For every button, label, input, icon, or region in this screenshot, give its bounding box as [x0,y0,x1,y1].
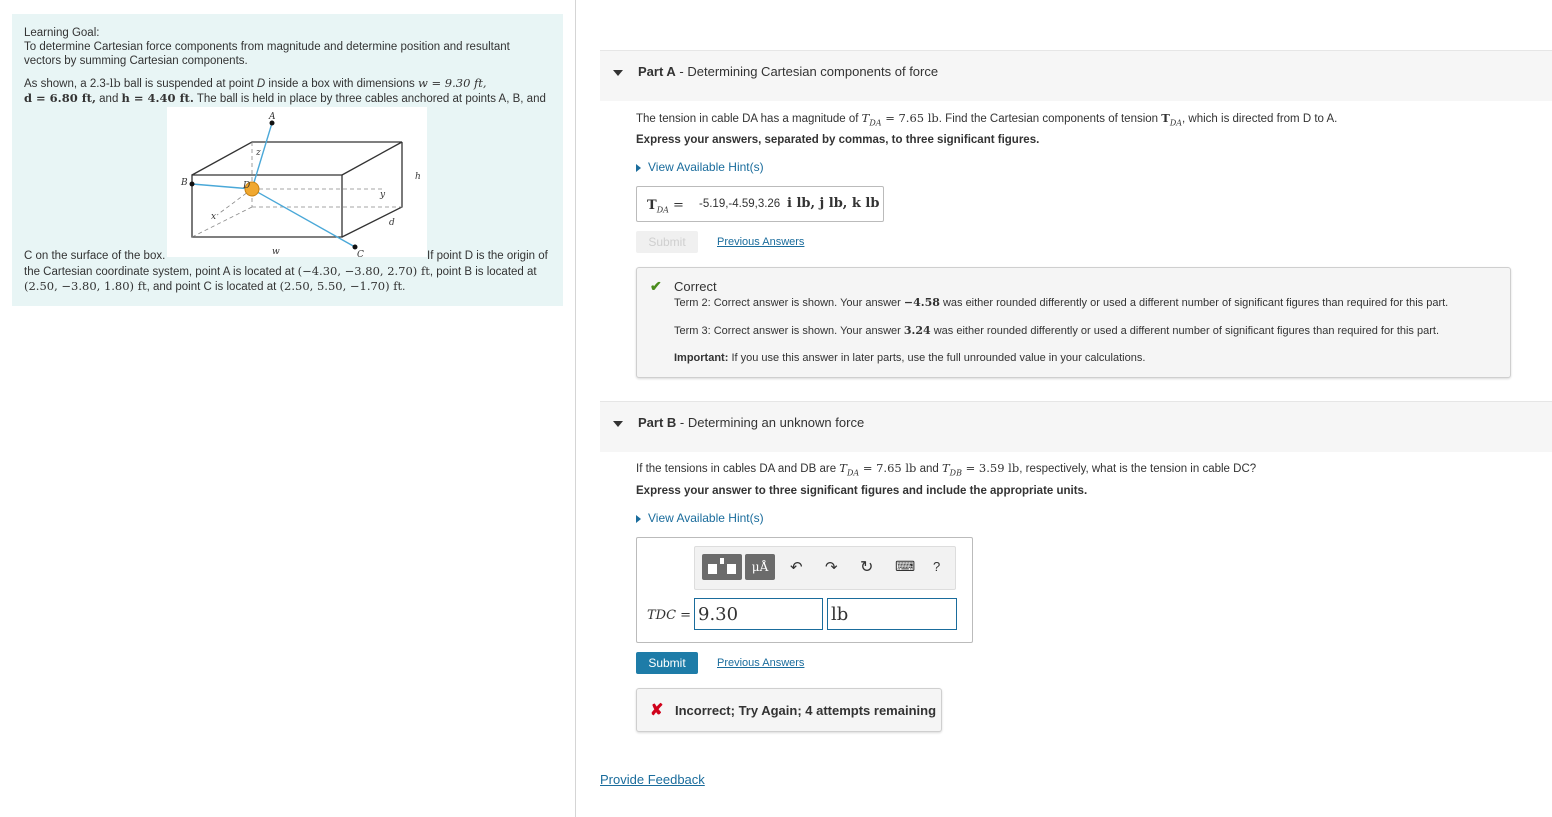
cable-DA [252,123,272,189]
label-C: C [357,250,364,257]
collapse-caret-icon[interactable] [613,70,623,76]
part-a-question: The tension in cable DA has a magnitude of $T_{DA} = 7.65$ lb. Find the Cartesian components of tension $T_{DA}$, which is directed from D to A. [636,111,1338,128]
answer-label: $T_{DA}$ = [647,198,684,215]
part-a-instructions: Express your answers, separated by commas, to three significant figures. [636,134,1040,146]
label-A: A [269,112,276,122]
panel-divider [575,0,576,817]
collapse-caret-icon[interactable] [613,421,623,427]
help-icon[interactable]: ? [933,559,941,574]
part-b-title: Part B - Determining an unknown force [638,415,865,430]
undo-icon[interactable]: ↶ [790,559,803,576]
expand-triangle-icon [636,515,641,523]
expand-triangle-icon [636,164,641,172]
problem-paragraph-2b: If point D is the origin of [427,250,548,262]
templates-icon [702,554,742,580]
part-b-hint-link[interactable]: View Available Hint(s) [636,511,764,525]
part-b-feedback [636,688,942,732]
problem-paragraph-2a: C on the surface of the box. [24,250,166,262]
learning-goal-panel [12,14,563,306]
feedback-title: Correct [674,279,717,294]
templates-button[interactable] [702,554,742,580]
feedback-line-2: Term 3: Correct answer is shown. Your answer 3.24 was either rounded differently or used a different number of significant figures than required for this part. [674,324,1439,337]
part-b-previous-answers-link[interactable]: Previous Answers [717,657,805,669]
part-b-question: If the tensions in cables DA and DB are $T_{DA} = 7.65$ lb and $T_{DB} = 3.59$ lb, respectively, what is the tension in cable DC? [636,461,1257,478]
value-input[interactable]: 9.30 [694,598,823,630]
provide-feedback-link[interactable]: Provide Feedback [600,772,705,787]
part-a-hint-link[interactable]: View Available Hint(s) [636,160,764,174]
label-x: x [211,212,217,222]
x-icon: ✘ [650,702,664,719]
part-a-header[interactable] [600,50,1552,101]
label-B: B [181,178,188,188]
part-b-answer-box [636,537,973,643]
part-b-submit-button[interactable]: Submit [636,652,698,674]
label-w: w [272,247,280,257]
part-a-title: Part A - Determining Cartesian components of force [638,64,939,79]
label-D: D [243,181,251,191]
units-input[interactable]: lb [827,598,957,630]
feedback-line-3: Important: If you use this answer in later parts, use the full unrounded value in your calculations. [674,352,1146,364]
part-b-instructions: Express your answer to three significant figures and include the appropriate units. [636,485,1088,497]
problem-paragraph-2c: the Cartesian coordinate system, point A is located at (−4.30, −3.80, 2.70) ft, point B is located at (2.50, −3.80, 1.80) ft, and point C is located at (2.50, 5.50, −1.70) ft. [24,264,537,293]
box-diagram [167,107,427,257]
math-toolbar [694,546,956,590]
goal-text: To determine Cartesian force components from magnitude and determine position and resultant vectors by summing Cartesian components. [24,41,510,67]
goal-title: Learning Goal: [24,27,100,39]
label-y: y [380,190,386,200]
part-b-header[interactable] [600,401,1552,452]
feedback-message: Incorrect; Try Again; 4 attempts remaining [675,703,937,718]
label-h: h [415,172,421,182]
part-a-submit-button: Submit [636,231,698,253]
reset-icon[interactable]: ↻ [860,559,874,576]
checkmark-icon: ✔ [650,278,662,294]
answer-units: i lb, j lb, k lb [787,196,880,211]
redo-icon[interactable]: ↷ [825,559,838,576]
answer-label: TDC = [647,608,692,623]
problem-paragraph-1: As shown, a 2.3-lb ball is suspended at point D inside a box with dimensions w = 9.30 ft, d = 6.80 ft, and h = 4.40 ft. The ball is held in place by three cables anchored at points A, B, and [24,76,546,105]
part-a-feedback [636,267,1511,378]
answer-value: -5.19,-4.59,3.26 [699,198,781,210]
part-a-previous-answers-link[interactable]: Previous Answers [717,236,805,248]
keyboard-icon[interactable]: ⌨ [895,558,916,574]
units-button[interactable]: μÅ [745,554,775,580]
label-d: d [389,218,395,228]
label-z: z [256,148,261,158]
cable-DC [252,189,355,247]
feedback-line-1: Term 2: Correct answer is shown. Your answer −4.58 was either rounded differently or used a different number of significant figures than required for this part. [674,296,1449,309]
part-a-answer-box [636,186,884,222]
